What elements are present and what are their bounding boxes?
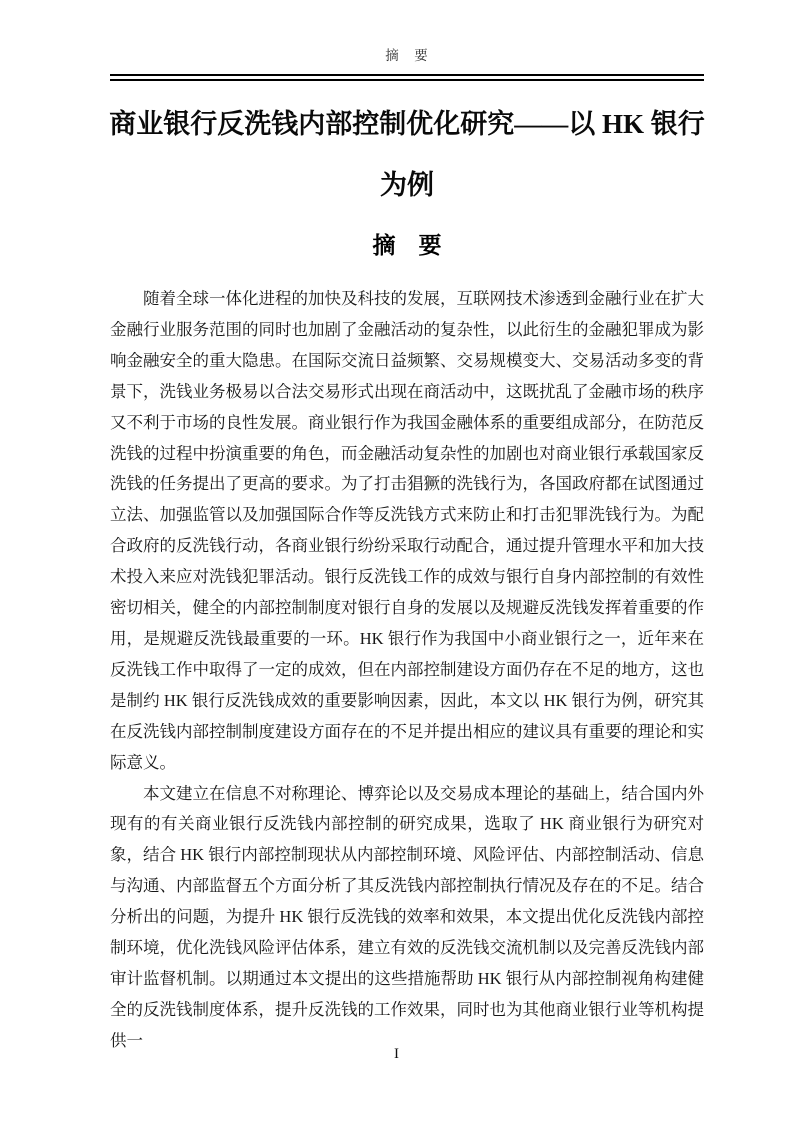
abstract-body [110, 284, 704, 1057]
abstract-heading: 摘 要 [372, 232, 442, 258]
running-header-text: 摘 要 [385, 48, 429, 63]
page-number: I [394, 1046, 399, 1062]
abstract-paragraph-2: 本文建立在信息不对称理论、博弈论以及交易成本理论的基础上，结合国内外现有的有关商业银行反洗钱内部控制的研究成果，选取了 HK 商业银行为研究对象，结合 HK 银行内部控制现状从内部控制环境、风险评估、内部控制活动、信息与沟通、内部监督五个方面分析了其反洗钱内部控制执行情况及存在的不足。结合分析出的问题，为提升 HK 银行反洗钱的效率和效果，本文提出优化反洗钱内部控制环境，优化洗钱风险评估体系，建立有效的反洗钱交流机制以及完善反洗钱内部审计监督机制。以期通过本文提出的这些措施帮助 HK 银行从内部控制视角构建健全的反洗钱制度体系，提升反洗钱的工作效果，同时也为其他商业银行业等机构提供一 [110, 783, 704, 1050]
running-header [110, 46, 704, 66]
document-title: 商业银行反洗钱内部控制优化研究——以 HK 银行为例 [109, 109, 705, 200]
abstract-paragraph-1: 随着全球一体化进程的加快及科技的发展，互联网技术渗透到金融行业在扩大金融行业服务范围的同时也加剧了金融活动的复杂性，以此衍生的金融犯罪成为影响金融安全的重大隐患。在国际交流日益频繁、交易规模变大、交易活动多变的背景下，洗钱业务极易以合法交易形式出现在商活动中，这既扰乱了金融市场的秩序又不利于市场的良性发展。商业银行作为我国金融体系的重要组成部分，在防范反洗钱的过程中扮演重要的角色，而金融活动复杂性的加剧也对商业银行承载国家反洗钱的任务提出了更高的要求。为了打击猖獗的洗钱行为，各国政府都在试图通过立法、加强监管以及加强国际合作等反洗钱方式来防止和打击犯罪洗钱行为。为配合政府的反洗钱行动，各商业银行纷纷采取行动配合，通过提升管理水平和加大技术投入来应对洗钱犯罪活动。银行反洗钱工作的成效与银行自身内部控制的有效性密切相关，健全的内部控制制度对银行自身的发展以及规避反洗钱发挥着重要的作用，是规避反洗钱最重要的一环。HK 银行作为我国中小商业银行之一，近年来在反洗钱工作中取得了一定的成效，但在内部控制建设方面仍存在不足的地方，这也是制约 HK 银行反洗钱成效的重要影响因素，因此，本文以 HK 银行为例，研究其在反洗钱内部控制制度建设方面存在的不足并提出相应的建议具有重要的理论和实际意义。 [110, 289, 704, 772]
header-double-rule [110, 74, 704, 81]
